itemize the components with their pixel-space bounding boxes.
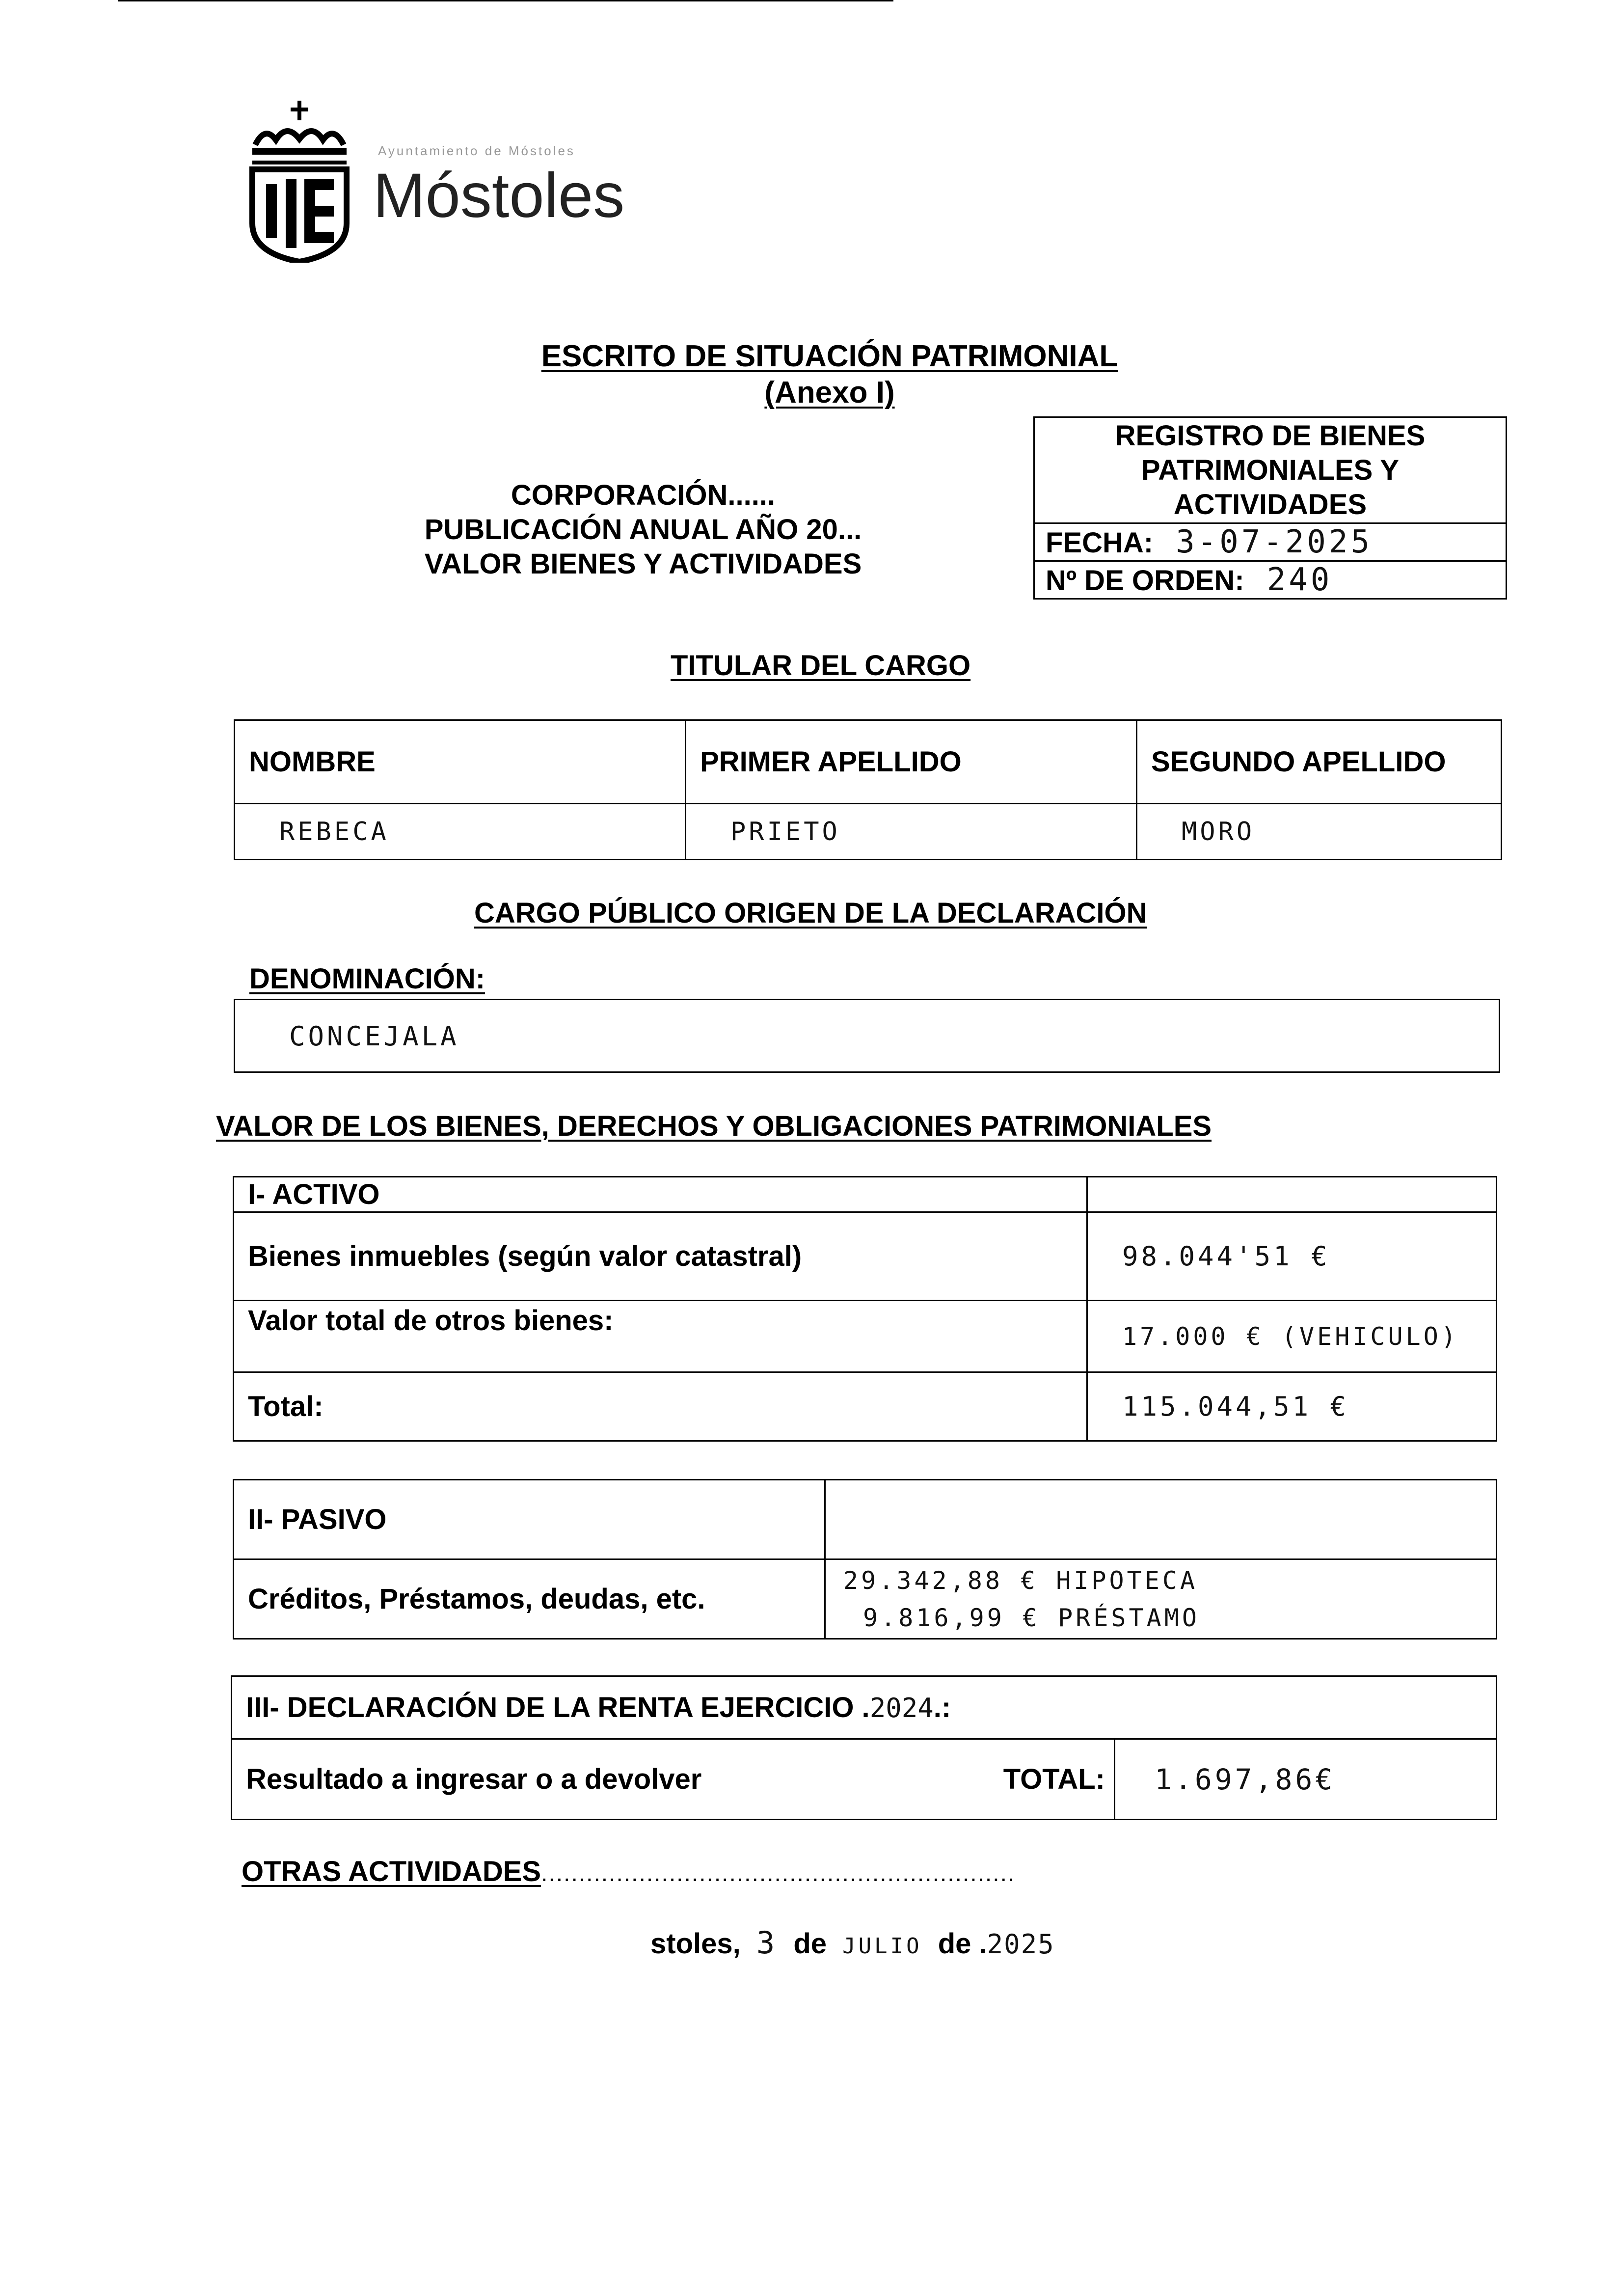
value-nombre: REBECA <box>235 804 686 860</box>
prestamo-value: 9.816,99 € PRÉSTAMO <box>863 1603 1200 1632</box>
firma-day: 3 <box>756 1925 778 1961</box>
fecha-value: 3-07-2025 <box>1176 524 1373 560</box>
renta-label-cell <box>232 1739 1115 1820</box>
bienes-inmuebles-label: Bienes inmuebles (según valor catastral) <box>234 1212 1087 1301</box>
activo-header: I- ACTIVO <box>234 1177 1087 1212</box>
document-title: ESCRITO DE SITUACIÓN PATRIMONIAL <box>541 339 1118 373</box>
titular-title: TITULAR DEL CARGO <box>671 650 971 682</box>
pasivo-header: II- PASIVO <box>234 1480 825 1559</box>
header-primer-apellido: PRIMER APELLIDO <box>686 720 1137 804</box>
denominacion-label: DENOMINACIÓN: <box>249 963 485 995</box>
bienes-inmuebles-value: 98.044'51 € <box>1087 1212 1497 1301</box>
activo-table <box>233 1176 1497 1442</box>
firma-month: JULIO <box>842 1934 922 1959</box>
renta-total-value: 1.697,86€ <box>1115 1739 1497 1820</box>
registro-header: REGISTRO DE BIENES PATRIMONIALES Y ACTIVIDADES <box>1034 417 1507 523</box>
renta-year: 2024 <box>869 1693 934 1723</box>
corporacion-label: CORPORACIÓN...... <box>511 479 776 511</box>
mostoles-crest-icon <box>245 101 353 263</box>
renta-table <box>231 1675 1497 1820</box>
renta-header: III- DECLARACIÓN DE LA RENTA EJERCICIO .2024.: <box>232 1676 1497 1739</box>
otros-bienes-label: Valor total de otros bienes: <box>234 1301 1087 1372</box>
header-segundo-apellido: SEGUNDO APELLIDO <box>1137 720 1502 804</box>
registro-box <box>1033 416 1507 600</box>
publicacion-label: PUBLICACIÓN ANUAL AÑO 20... <box>424 514 862 546</box>
pasivo-values <box>825 1559 1497 1639</box>
firma-year: 2025 <box>987 1929 1055 1960</box>
value-segundo-apellido: MORO <box>1137 804 1502 860</box>
cargo-title: CARGO PÚBLICO ORIGEN DE LA DECLARACIÓN <box>474 897 1147 929</box>
document-annex: (Anexo I) <box>764 376 895 410</box>
renta-total-label: TOTAL: <box>1003 1763 1105 1795</box>
registro-fecha: FECHA: 3-07-2025 <box>1034 523 1507 561</box>
logo-text: Móstoles <box>373 161 625 231</box>
firma-line: stoles, 3 de JULIO de .2025 <box>650 1925 1055 1961</box>
valor-bienes-label: VALOR BIENES Y ACTIVIDADES <box>424 548 862 580</box>
denominacion-box <box>234 999 1500 1073</box>
orden-value: 240 <box>1266 562 1333 598</box>
titular-table <box>234 719 1502 860</box>
header-nombre: NOMBRE <box>235 720 686 804</box>
otras-actividades-dots: ............................................................... <box>541 1860 1016 1886</box>
pasivo-label: Créditos, Préstamos, deudas, etc. <box>234 1559 825 1639</box>
registro-orden: Nº DE ORDEN: 240 <box>1034 561 1507 599</box>
denominacion-value: CONCEJALA <box>289 1021 459 1052</box>
logo-subtext: Ayuntamiento de Móstoles <box>378 143 575 158</box>
activo-total-value: 115.044,51 € <box>1087 1372 1497 1441</box>
activo-total-label: Total: <box>234 1372 1087 1441</box>
valor-title: VALOR DE LOS BIENES, DERECHOS Y OBLIGACIONES PATRIMONIALES <box>216 1110 1212 1142</box>
otras-actividades <box>242 1855 1015 1888</box>
value-primer-apellido: PRIETO <box>686 804 1137 860</box>
top-scan-line <box>118 0 893 1</box>
hipoteca-value: 29.342,88 € HIPOTECA <box>843 1566 1198 1595</box>
pasivo-table <box>233 1479 1497 1640</box>
otros-bienes-value: 17.000 € (VEHICULO) <box>1087 1301 1497 1372</box>
renta-label: Resultado a ingresar o a devolver <box>246 1763 702 1795</box>
otras-actividades-label: OTRAS ACTIVIDADES <box>242 1856 541 1887</box>
